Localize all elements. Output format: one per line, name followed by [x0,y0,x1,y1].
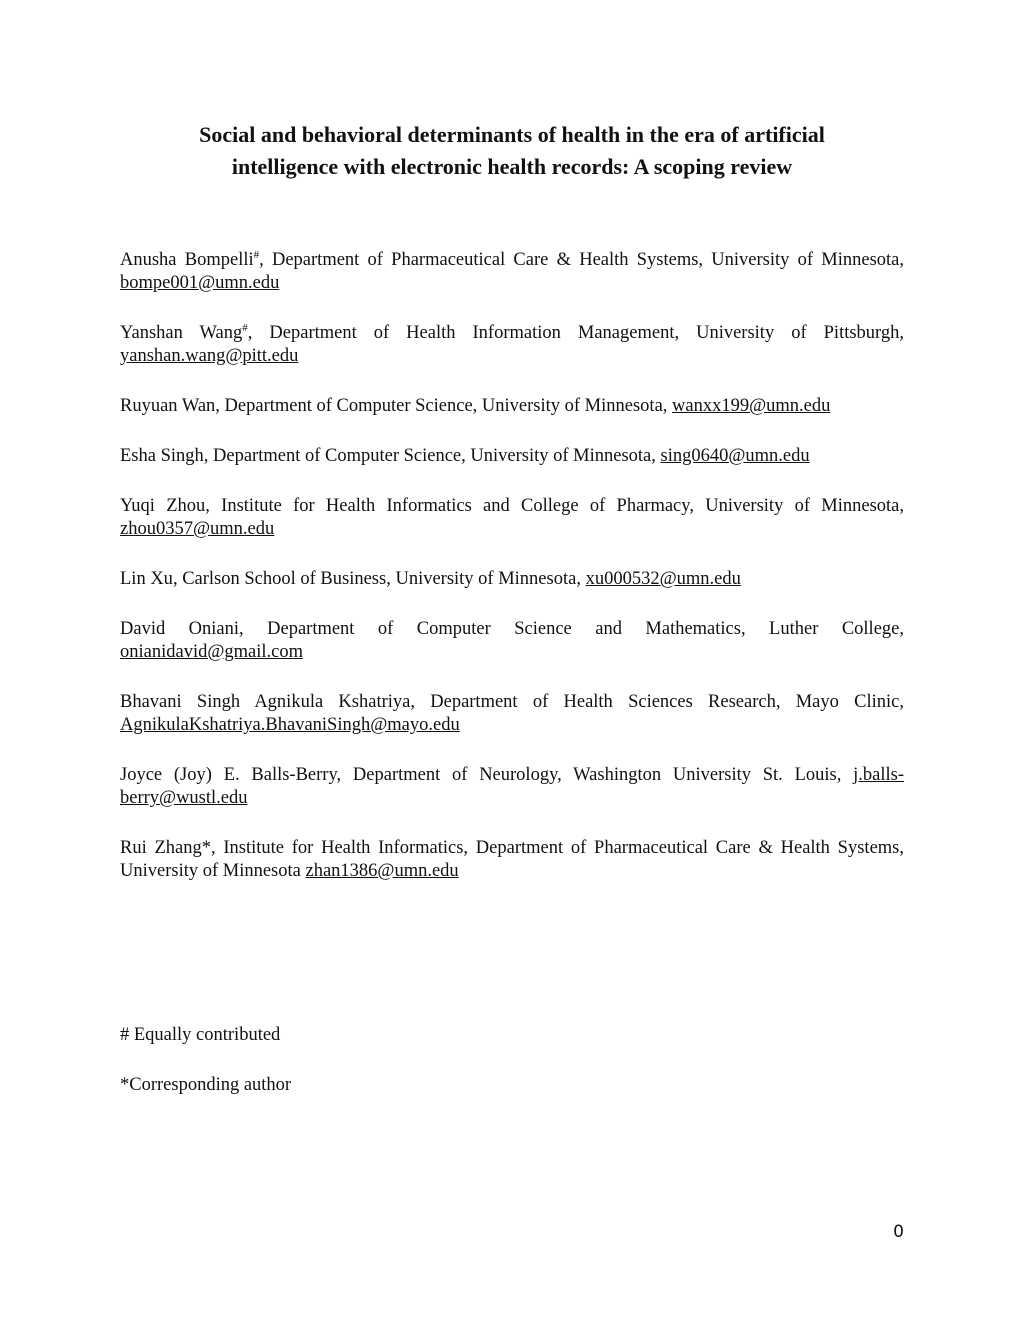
author-affiliation: , Department of Pharmaceutical Care & Health Systems, University of Minnesota, [259,250,904,270]
author-email-link[interactable]: yanshan.wang@pitt.edu [120,346,299,366]
author-entry [120,322,904,368]
equal-contribution-note: # Equally contributed [120,1025,281,1045]
author-entry [120,618,904,664]
author-entry [120,568,904,591]
author-email-link[interactable]: zhan1386@umn.edu [305,861,459,881]
author-email-link[interactable]: j.balls-berry@wustl.edu [120,765,904,808]
author-name: David Oniani [120,619,240,639]
author-name: Yanshan Wang [120,323,243,343]
author-entry [120,249,904,295]
author-affiliation: , Institute for Health Informatics, Department of Pharmaceutical Care & Health Systems, University of Minnesota [120,838,904,881]
author-name: Bhavani Singh Agnikula Kshatriya [120,692,411,712]
author-email-link[interactable]: AgnikulaKshatriya.BhavaniSingh@mayo.edu [120,715,460,735]
equal-contribution-mark: # [253,248,260,261]
title-line: intelligence with electronic health records: A scoping review [231,154,793,179]
author-name: Joyce (Joy) E. Balls-Berry [120,765,337,785]
author-affiliation: , Department of Computer Science and Mathematics, Luther College, [239,619,904,639]
paper-title [120,119,904,183]
author-entry [120,395,904,418]
author-affiliation: , Department of Health Sciences Research, Mayo Clinic, [410,692,904,712]
author-name: Yuqi Zhou [120,496,206,516]
author-affiliation: , Department of Computer Science, University of Minnesota, [203,446,661,466]
author-email-link[interactable]: onianidavid@gmail.com [120,642,303,662]
equal-contribution-mark: # [242,321,248,334]
author-entry [120,495,904,541]
author-name: Ruyuan Wan [120,396,216,416]
author-email-link[interactable]: wanxx199@umn.edu [672,396,831,416]
author-affiliation: , Department of Computer Science, University of Minnesota, [215,396,673,416]
author-entry [120,691,904,737]
author-list [120,249,904,910]
author-affiliation: , Department of Neurology, Washington University St. Louis, [336,765,854,785]
author-name: Anusha Bompelli [120,250,254,270]
author-affiliation: , Department of Health Information Management, University of Pittsburgh, [247,323,904,343]
author-email-link[interactable]: xu000532@umn.edu [585,569,741,589]
author-affiliation: , Carlson School of Business, University of Minnesota, [172,569,586,589]
author-entry [120,837,904,883]
author-entry [120,764,904,810]
footnotes [120,1024,904,1124]
author-email-link[interactable]: zhou0357@umn.edu [120,519,275,539]
author-affiliation: , Institute for Health Informatics and College of Pharmacy, University of Minnesota, [205,496,904,516]
author-name: Lin Xu [120,569,173,589]
author-email-link[interactable]: sing0640@umn.edu [660,446,810,466]
author-email-link[interactable]: bompe001@umn.edu [120,273,280,293]
page-number: 0 [893,1222,904,1242]
author-entry [120,445,904,468]
author-name: Esha Singh [120,446,204,466]
title-line: Social and behavioral determinants of health in the era of artificial [199,122,825,147]
corresponding-author-note: *Corresponding author [120,1075,292,1095]
author-name: Rui Zhang* [120,838,211,858]
